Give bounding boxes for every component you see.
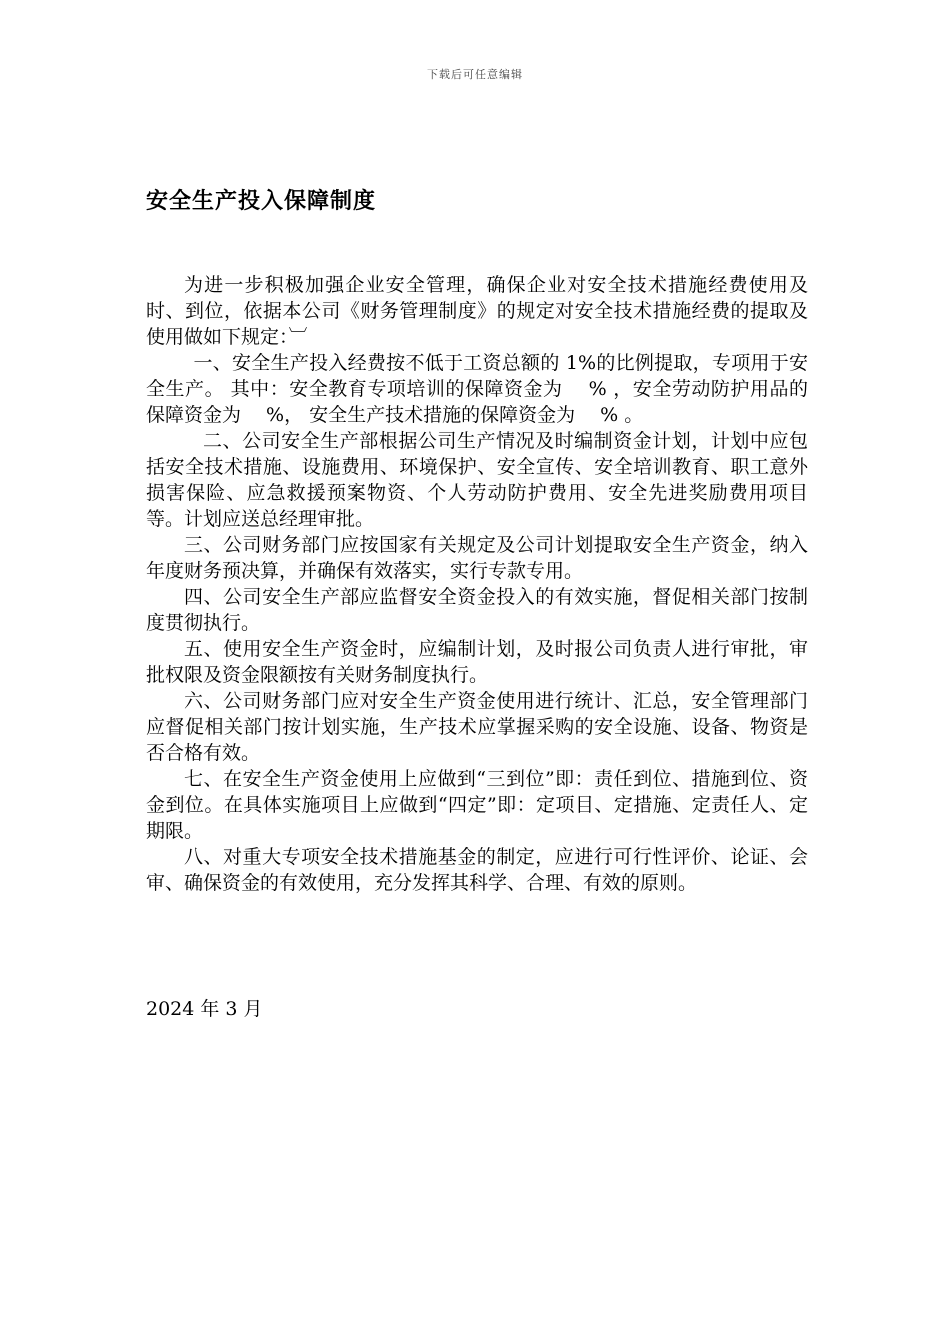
paragraph-clause-2: 二、公司安全生产部根据公司生产情况及时编制资金计划，计划中应包括安全技术措施、设施费用、环境保护、安全宣传、安全培训教育、职工意外损害保险、应急救援预案物资、个人劳动防护费用、安全先进奖励费用项目等。计划应送总经理审批。 bbox=[146, 430, 808, 530]
paragraph-clause-6: 六、公司财务部门应对安全生产资金使用进行统计、汇总，安全管理部门应督促相关部门按计划实施，生产技术应掌握采购的安全设施、设备、物资是否合格有效。 bbox=[146, 690, 808, 764]
paragraph-clause-5: 五、使用安全生产资金时，应编制计划，及时报公司负责人进行审批，审批权限及资金限额按有关财务制度执行。 bbox=[146, 638, 808, 686]
paragraph-clause-7: 七、在安全生产资金使用上应做到“三到位”即：责任到位、措施到位、资金到位。在具体实施项目上应做到“四定”即：定项目、定措施、定责任人、定期限。 bbox=[146, 768, 808, 842]
document-title: 安全生产投入保障制度 bbox=[146, 188, 377, 214]
paragraph-clause-1: 一、安全生产投入经费按不低于工资总额的 1%的比例提取，专项用于安全生产。 其中：安全教育专项培训的保障资金为 % ，安全劳动防护用品的保障资金为 %， 安全生产技术措施的保障资金为 % 。 bbox=[146, 352, 808, 426]
paragraph-clause-4: 四、公司安全生产部应监督安全资金投入的有效实施，督促相关部门按制度贯彻执行。 bbox=[146, 586, 808, 634]
document-body bbox=[146, 272, 808, 896]
paragraph-clause-8: 八、对重大专项安全技术措施基金的制定，应进行可行性评价、论证、会审、确保资金的有效使用，充分发挥其科学、合理、有效的原则。 bbox=[146, 846, 808, 894]
document-date: 2024 年 3 月 bbox=[146, 998, 263, 1020]
page-header-note: 下载后可任意编辑 bbox=[427, 68, 523, 81]
paragraph-intro: 为进一步积极加强企业安全管理，确保企业对安全技术措施经费使用及时、到位，依据本公司《财务管理制度》的规定对安全技术措施经费的提取及使用做如下规定：︺ bbox=[146, 274, 808, 348]
paragraph-clause-3: 三、公司财务部门应按国家有关规定及公司计划提取安全生产资金，纳入年度财务预决算，并确保有效落实，实行专款专用。 bbox=[146, 534, 808, 582]
